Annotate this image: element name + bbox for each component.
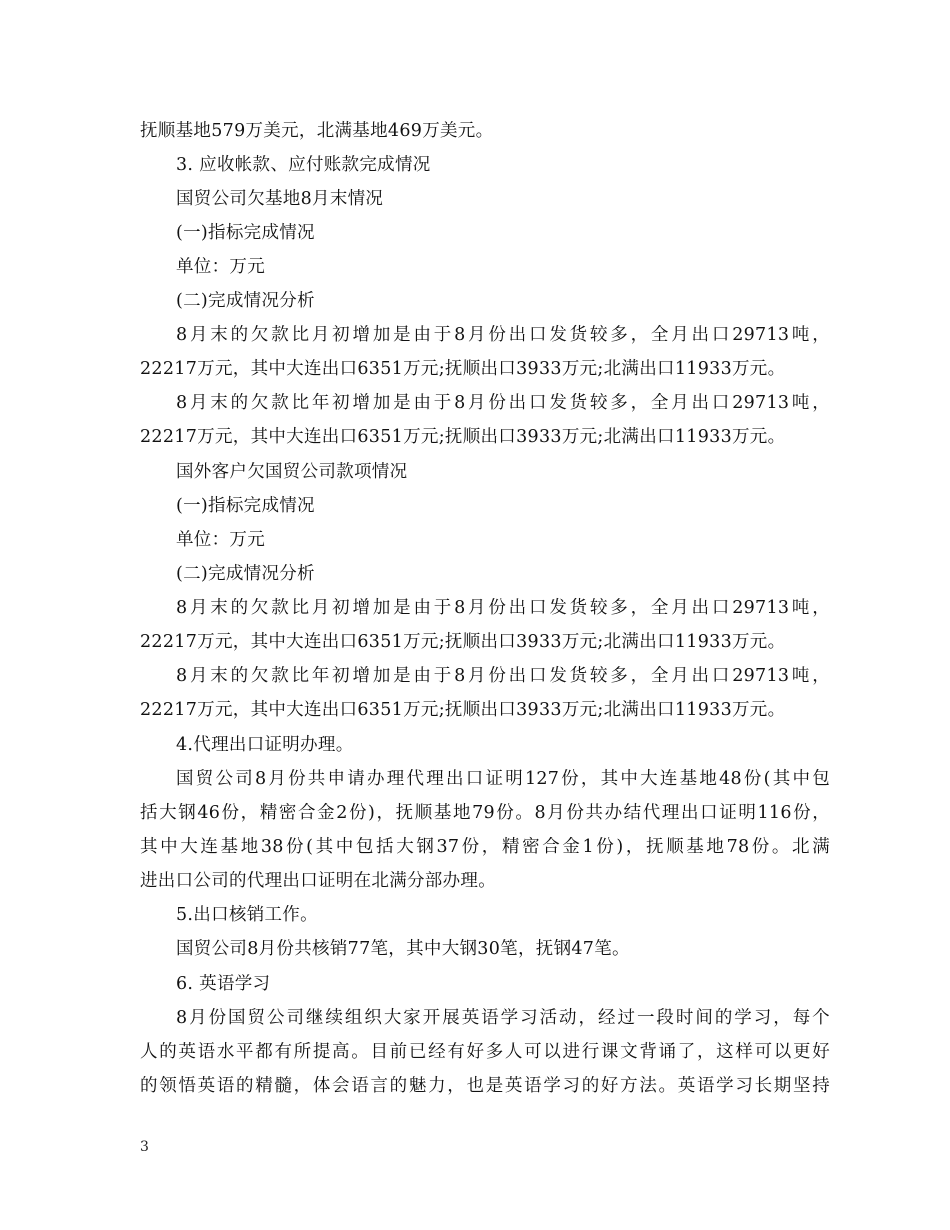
paragraph-line: 进出口公司的代理出口证明在北满分部办理。	[140, 871, 496, 891]
paragraph-line: 22217万元，其中大连出口6351万元;抚顺出口3933万元;北满出口11933万元。	[140, 427, 786, 447]
paragraph-line: 8月末的欠款比月初增加是由于8月份出口发货较多，全月出口29713吨，	[176, 325, 830, 345]
paragraph-line: 22217万元，其中大连出口6351万元;抚顺出口3933万元;北满出口11933万元。	[140, 700, 786, 720]
paragraph-line: (二)完成情况分析	[176, 291, 315, 311]
paragraph-line: (二)完成情况分析	[176, 564, 315, 584]
paragraph-line: (一)指标完成情况	[176, 223, 315, 243]
page-number: 3	[140, 1139, 149, 1155]
section-heading: 4.代理出口证明办理。	[176, 735, 354, 755]
paragraph-line: 单位：万元	[176, 530, 265, 550]
paragraph-line: 22217万元，其中大连出口6351万元;抚顺出口3933万元;北满出口11933万元。	[140, 359, 786, 379]
paragraph-line: 8月末的欠款比年初增加是由于8月份出口发货较多，全月出口29713吨，	[176, 666, 830, 686]
paragraph-line: 其中大连基地38份(其中包括大钢37份，精密合金1份)，抚顺基地78份。北满	[140, 837, 830, 857]
section-heading: 5.出口核销工作。	[176, 905, 318, 925]
paragraph-line: 8月份国贸公司继续组织大家开展英语学习活动，经过一段时间的学习，每个	[176, 1008, 830, 1028]
paragraph-line: 8月末的欠款比月初增加是由于8月份出口发货较多，全月出口29713吨，	[176, 598, 830, 618]
paragraph-line: 国贸公司8月份共核销77笔，其中大钢30笔，抚钢47笔。	[176, 939, 630, 959]
section-heading: 6. 英语学习	[176, 974, 271, 994]
paragraph-line: 8月末的欠款比年初增加是由于8月份出口发货较多，全月出口29713吨，	[176, 393, 830, 413]
subsection-heading: 国外客户欠国贸公司款项情况	[176, 462, 408, 482]
paragraph-line: 抚顺基地579万美元，北满基地469万美元。	[140, 121, 494, 141]
paragraph-line: 22217万元，其中大连出口6351万元;抚顺出口3933万元;北满出口11933万元。	[140, 632, 786, 652]
paragraph-line: 的领悟英语的精髓，体会语言的魅力，也是英语学习的好方法。英语学习长期坚持	[140, 1076, 830, 1096]
paragraph-line: 括大钢46份，精密合金2份)，抚顺基地79份。8月份共办结代理出口证明116份，	[140, 803, 830, 823]
paragraph-line: 人的英语水平都有所提高。目前已经有好多人可以进行课文背诵了，这样可以更好	[140, 1042, 830, 1062]
paragraph-line: 国贸公司8月份共申请办理代理出口证明127份，其中大连基地48份(其中包	[176, 769, 830, 789]
paragraph-line: (一)指标完成情况	[176, 496, 315, 516]
section-heading: 3. 应收帐款、应付账款完成情况	[176, 155, 431, 175]
subsection-heading: 国贸公司欠基地8月末情况	[176, 189, 384, 209]
paragraph-line: 单位：万元	[176, 257, 265, 277]
